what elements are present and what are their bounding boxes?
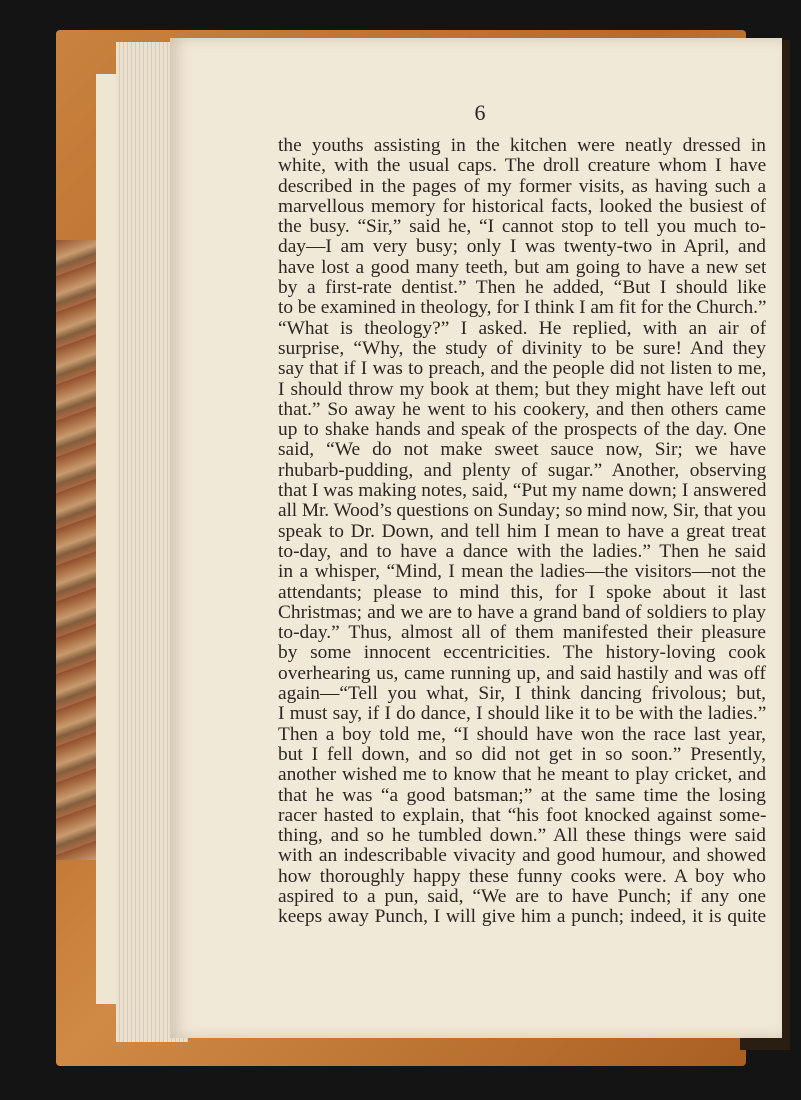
text-line: in a whisper, “Mind, I mean the ladies—the visitors—not the <box>278 562 766 583</box>
text-line: Then a boy told me, “I should have won the race last year, <box>278 724 766 745</box>
text-line: keeps away Punch, I will give him a punch; indeed, it is quite <box>278 907 766 928</box>
text-line: another wished me to know that he meant to play cricket, and <box>278 765 766 786</box>
text-line: Christmas; and we are to have a grand band of soldiers to play <box>278 602 766 623</box>
text-line: white, with the usual caps. The droll creature whom I have <box>278 156 766 177</box>
text-line: how thoroughly happy these funny cooks were. A boy who <box>278 866 766 887</box>
page-number: 6 <box>474 100 486 125</box>
text-line: that I was making notes, said, “Put my name down; I answered <box>278 481 766 502</box>
text-line: to-day, and to have a dance with the ladies.” Then he said <box>278 541 766 562</box>
text-line: by a first-rate dentist.” Then he added, “But I should like <box>278 278 766 299</box>
text-line: to be examined in theology, for I think I am fit for the Church.” <box>278 298 766 319</box>
text-line: “What is theology?” I asked. He replied, with an air of <box>278 318 766 339</box>
text-line: thing, and so he tumbled down.” All these things were said <box>278 826 766 847</box>
text-line: attendants; please to mind this, for I spoke about it last <box>278 582 766 603</box>
text-line: surprise, “Why, the study of divinity to be sure! And they <box>278 338 766 359</box>
text-line: rhubarb-pudding, and plenty of sugar.” Another, observing <box>278 460 766 481</box>
text-line: the busy. “Sir,” said he, “I cannot stop to tell you much to- <box>278 217 766 238</box>
text-line: to-day.” Thus, almost all of them manifested their pleasure <box>278 623 766 644</box>
text-line: the youths assisting in the kitchen were neatly dressed in <box>278 136 766 156</box>
text-line: day—I am very busy; only I was twenty-two in April, and <box>278 237 766 258</box>
text-line: that.” So away he went to his cookery, and then others came <box>278 399 766 420</box>
text-line: again—“Tell you what, Sir, I think dancing frivolous; but, <box>278 684 766 705</box>
text-line: said, “We do not make sweet sauce now, Sir; we have <box>278 440 766 461</box>
page-text <box>278 136 766 928</box>
text-line: I should throw my book at them; but they might have left out <box>278 379 766 400</box>
text-line: by some innocent eccentricities. The history-loving cook <box>278 643 766 664</box>
text-line: I must say, if I do dance, I should like it to be with the ladies.” <box>278 704 766 725</box>
text-line: racer hasted to explain, that “his foot knocked against some- <box>278 805 766 826</box>
text-line: say that if I was to preach, and the people did not listen to me, <box>278 359 766 380</box>
text-line: up to shake hands and speak of the prospects of the day. One <box>278 420 766 441</box>
text-line: all Mr. Wood’s questions on Sunday; so mind now, Sir, that you <box>278 501 766 522</box>
book-page <box>170 38 782 1038</box>
text-line: that he was “a good batsman;” at the same time the losing <box>278 785 766 806</box>
text-line: described in the pages of my former visits, as having such a <box>278 176 766 197</box>
text-line: with an indescribable vivacity and good humour, and showed <box>278 846 766 867</box>
text-line: speak to Dr. Down, and tell him I mean to have a great treat <box>278 521 766 542</box>
text-line: aspired to a pun, said, “We are to have Punch; if any one <box>278 886 766 907</box>
text-line: have lost a good many teeth, but am going to have a new set <box>278 257 766 278</box>
text-line: overhearing us, came running up, and said hastily and was off <box>278 663 766 684</box>
text-line: marvellous memory for historical facts, looked the busiest of <box>278 196 766 217</box>
text-line: but I fell down, and so did not get in so soon.” Presently, <box>278 744 766 765</box>
